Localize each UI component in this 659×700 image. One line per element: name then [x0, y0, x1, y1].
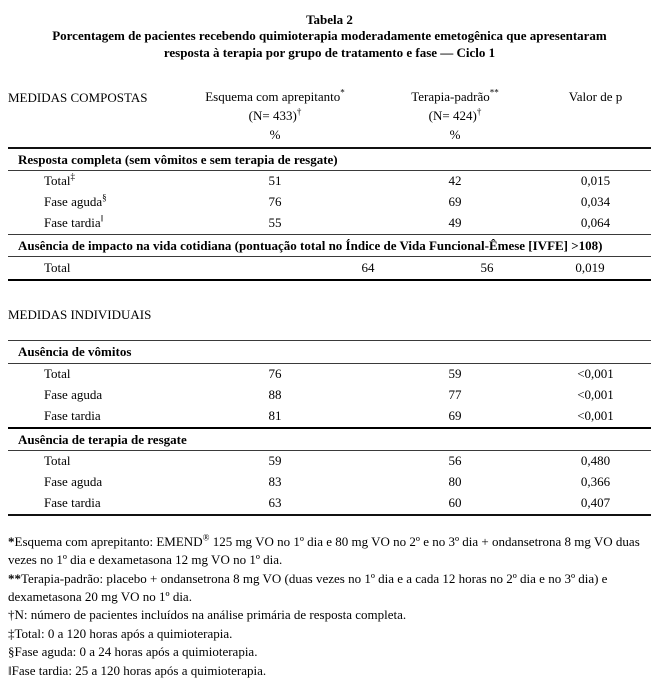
table-row [8, 406, 651, 427]
row-label: Fase aguda [44, 194, 103, 210]
standard-value: 69 [448, 194, 462, 210]
standard-n-count: (N= 424) [428, 108, 477, 123]
aprepitant-value: 83 [268, 474, 282, 490]
standard-n-footnote-marker: † [476, 106, 482, 117]
footnote-marker: * [8, 533, 15, 549]
composite-table-bottom-divider [8, 279, 651, 281]
standard-value: 56 [448, 453, 462, 469]
table-row [8, 257, 651, 279]
standard-value: 80 [448, 474, 462, 490]
footnote-marker: ‡ [8, 625, 15, 641]
section-heading-no-impact-daily-life: Ausência de impacto na vida cotidiana (pontuação total no Índice de Vida Funcional-Êmese [IVFE] >108) [18, 237, 603, 253]
individual-table-bottom-divider [8, 514, 651, 516]
row-footnote-marker: ‖ [100, 213, 104, 224]
footnote-marker: ‖ [8, 662, 12, 678]
table-subtitle-line2: resposta à terapia por grupo de tratamento e fase — Ciclo 1 [163, 44, 496, 60]
standard-value: 77 [448, 386, 462, 402]
table-row [8, 451, 651, 472]
footnote-n-definition: †N: número de pacientes incluídos na análise primária de resposta completa. [8, 607, 407, 623]
row-footnote-marker: § [102, 192, 107, 203]
table-row [8, 385, 651, 406]
p-value: <0,001 [577, 365, 614, 381]
column-header-aprepitant-regimen [180, 89, 370, 147]
row-label: Fase tardia [44, 407, 101, 423]
row-label: Fase aguda [44, 386, 103, 402]
table-row [8, 213, 651, 234]
row-footnote-marker: ‡ [70, 171, 76, 182]
aprepitant-value: 59 [268, 453, 282, 469]
p-value: 0,064 [580, 215, 611, 231]
column-header-composite-measures: MEDIDAS COMPOSTAS [8, 89, 148, 105]
registered-trademark-symbol: ® [202, 532, 210, 543]
aprepitant-footnote-marker: * [340, 87, 345, 98]
footnote-marker: § [8, 644, 15, 660]
p-value: <0,001 [577, 386, 614, 402]
aprepitant-value: 76 [268, 365, 282, 381]
footnote-total-definition: ‡Total: 0 a 120 horas após a quimioterapia. [8, 625, 233, 641]
p-value: <0,001 [577, 407, 614, 423]
standard-percent-unit: % [449, 127, 461, 143]
row-label: Total [44, 365, 71, 381]
aprepitant-n-count: (N= 433) [248, 108, 297, 123]
column-header-p-value: Valor de p [568, 88, 623, 104]
footnotes-block [8, 533, 651, 680]
individual-measures-label: MEDIDAS INDIVIDUAIS [8, 307, 152, 322]
standard-value: 49 [448, 215, 462, 231]
column-header-standard-therapy [370, 89, 540, 147]
table-subtitle-line1: Porcentagem de pacientes recebendo quimioterapia moderadamente emetogênica que apresentaram [52, 28, 607, 44]
aprepitant-value: 64 [361, 260, 375, 275]
standard-value: 56 [480, 260, 494, 275]
table-row [8, 493, 651, 514]
footnote-marker: ** [8, 570, 21, 586]
aprepitant-value: 55 [268, 215, 282, 231]
table-row [8, 171, 651, 192]
p-value: 0,480 [580, 453, 611, 469]
aprepitant-column-title: Esquema com aprepitanto [205, 88, 341, 104]
standard-value: 42 [448, 173, 462, 189]
standard-value: 59 [448, 365, 462, 381]
standard-column-title: Terapia-padrão [411, 88, 490, 104]
footnote-aprepitant-regimen: *Esquema com aprepitanto: EMEND® 125 mg VO no 1º dia e 80 mg VO no 2º e no 3º dia + ondansetrona 8 mg VO duas vezes no 1º dia e dexametasona 12 mg VO no 1º dia. [8, 532, 640, 568]
p-value: 0,407 [580, 495, 611, 511]
row-label: Fase aguda [44, 474, 103, 490]
p-value: 0,019 [575, 260, 605, 275]
row-label: Total [44, 453, 71, 469]
aprepitant-value: 88 [268, 386, 282, 402]
table-number-title: Tabela 2 [306, 12, 353, 27]
standard-footnote-marker: ** [489, 87, 499, 98]
aprepitant-value: 81 [268, 407, 282, 423]
row-label: Fase tardia [44, 215, 101, 231]
table-row [8, 472, 651, 493]
footnote-marker: † [8, 607, 15, 623]
footnote-acute-phase-definition: §Fase aguda: 0 a 24 horas após a quimioterapia. [8, 644, 258, 660]
section-heading-no-rescue-therapy: Ausência de terapia de resgate [18, 431, 187, 447]
footnote-standard-therapy: **Terapia-padrão: placebo + ondansetrona 8 mg VO (duas vezes no 1º dia e a cada 12 horas no 2º dia e no 3º dia) e dexametasona 20 mg VO no 1º dia. [8, 570, 608, 604]
row-label: Total [44, 173, 71, 189]
standard-value: 69 [448, 407, 462, 423]
standard-value: 60 [448, 495, 462, 511]
p-value: 0,015 [580, 173, 611, 189]
aprepitant-n-footnote-marker: † [296, 106, 302, 117]
aprepitant-value: 76 [268, 194, 282, 210]
p-value: 0,366 [580, 474, 611, 490]
table-column-header [8, 89, 651, 147]
p-value: 0,034 [580, 194, 611, 210]
section-heading-complete-response: Resposta completa (sem vômitos e sem terapia de resgate) [18, 151, 338, 167]
aprepitant-value: 51 [268, 173, 282, 189]
aprepitant-value: 63 [268, 495, 282, 511]
footnote-delayed-phase-definition: ‖Fase tardia: 25 a 120 horas após a quimioterapia. [8, 662, 267, 678]
row-label: Fase tardia [44, 495, 101, 511]
table-row [8, 364, 651, 385]
aprepitant-percent-unit: % [269, 127, 281, 143]
row-label: Total [44, 260, 71, 275]
section-heading-no-vomiting: Ausência de vômitos [18, 344, 132, 360]
table-row [8, 192, 651, 213]
